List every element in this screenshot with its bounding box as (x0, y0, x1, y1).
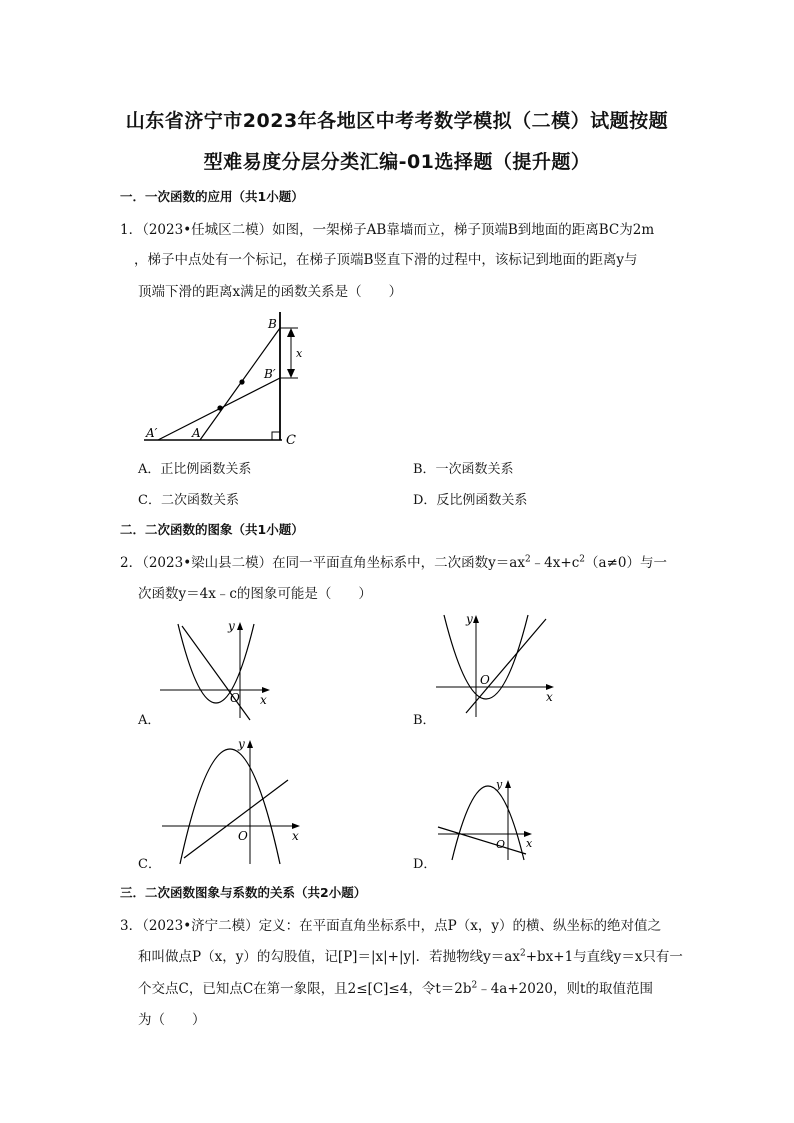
q1-text-line3: 顶端下滑的距离x满足的函数关系是（ ） (138, 284, 403, 300)
section-heading-1: 一．一次函数的应用（共1小题） (120, 189, 304, 204)
q3-sup-2: 2 (471, 980, 478, 991)
origin-label: O (496, 838, 506, 851)
axis-label-y: y (238, 737, 245, 751)
straight-line (438, 827, 526, 854)
section-heading-3: 三．二次函数图象与系数的关系（共2小题） (120, 885, 367, 900)
q2-line1-part-c: （a≠0）与一 (585, 555, 667, 571)
q2-graph-d[interactable] (434, 768, 544, 864)
q2-option-d-label[interactable]: D． (413, 857, 437, 872)
q2-option-c-label[interactable]: C． (138, 857, 161, 872)
q3-line2-part-b: +bx+1与直线y＝x只有一 (525, 949, 683, 965)
doc-title-line2: 型难易度分层分类汇编-01选择题（提升题） (203, 151, 591, 173)
arrow-down (287, 369, 295, 378)
q3-text-line1: 3．（2023•济宁二模）定义：在平面直角坐标系中，点P（x，y）的横、纵坐标的绝对值之 (120, 918, 661, 934)
q2-sup-1: 2 (524, 554, 531, 565)
q1-option-a[interactable]: A．正比例函数关系 (138, 462, 252, 477)
arrow-up (287, 328, 295, 337)
origin-label: O (238, 829, 248, 843)
y-axis-arrow (247, 740, 253, 748)
straight-line (466, 619, 546, 713)
y-axis-arrow (505, 780, 511, 788)
origin-label: O (230, 691, 240, 705)
q2-line1-part-b: ﹣4x+c (530, 555, 580, 571)
q3-line3-part-a: 个交点C，已知点C在第一象限，且2≤[C]≤4，令t＝2b (138, 981, 472, 997)
q2-graph-a[interactable] (152, 612, 282, 724)
q3-line3-part-b: ﹣4a+2020，则t的取值范围 (477, 981, 653, 997)
q2-option-a-label[interactable]: A． (138, 713, 161, 728)
label-x: x (296, 347, 303, 360)
label-a-prime: A′ (146, 426, 158, 440)
section-heading-2: 二．二次函数的图象（共1小题） (120, 522, 304, 537)
q1-text-line2: ，梯子中点处有一个标记，在梯子顶端B竖直下滑的过程中，该标记到地面的距离y与 (134, 252, 638, 268)
q2-sup-2: 2 (579, 554, 585, 565)
q2-graph-b[interactable] (430, 605, 562, 723)
axis-label-y: y (228, 619, 235, 633)
origin-label: O (480, 673, 490, 687)
axis-label-x: x (292, 829, 299, 843)
midpoint-marker-2 (217, 405, 222, 410)
q1-text-line1: 1．（2023•任城区二模）如图，一架梯子AB靠墙而立，梯子顶端B到地面的距离BC为2m (120, 222, 655, 238)
y-axis-arrow (473, 615, 479, 623)
q3-sup-1: 2 (519, 948, 526, 959)
q2-text-line2: 次函数y＝4x﹣c的图象可能是（ ） (138, 586, 372, 602)
parabola (452, 786, 524, 860)
axis-label-y: y (466, 612, 473, 626)
q3-text-line4: 为（ ） (138, 1012, 206, 1028)
q2-line1-part-a: 2．（2023•梁山县二模）在同一平面直角坐标系中，二次函数y＝ax (120, 555, 525, 571)
q1-option-d[interactable]: D．反比例函数关系 (413, 493, 528, 508)
axis-label-x: x (526, 837, 533, 850)
label-b-prime: B′ (264, 367, 276, 381)
axis-label-y: y (496, 778, 503, 791)
label-c: C (286, 433, 296, 448)
axis-label-x: x (260, 693, 267, 707)
right-angle-mark (272, 432, 280, 440)
q1-option-c[interactable]: C．二次函数关系 (138, 493, 239, 508)
q1-ladder-figure (138, 312, 308, 450)
q2-text-line1 (120, 551, 667, 571)
midpoint-marker-1 (239, 379, 244, 384)
q3-text-line2 (138, 945, 683, 965)
q3-line2-part-a: 和叫做点P（x，y）的勾股值，记[P]＝|x|+|y|．若抛物线y＝ax (138, 949, 520, 965)
q3-text-line3 (138, 977, 653, 997)
q2-graph-c[interactable] (156, 734, 306, 868)
q1-option-b[interactable]: B．一次函数关系 (413, 462, 514, 477)
label-a: A (192, 426, 201, 440)
q2-option-b-label[interactable]: B． (413, 713, 436, 728)
parabola (180, 749, 280, 864)
axis-label-x: x (546, 690, 553, 704)
y-axis-arrow (237, 622, 243, 630)
doc-title-line1: 山东省济宁市2023年各地区中考考数学模拟（二模）试题按题 (125, 110, 669, 132)
label-b: B (268, 317, 277, 331)
